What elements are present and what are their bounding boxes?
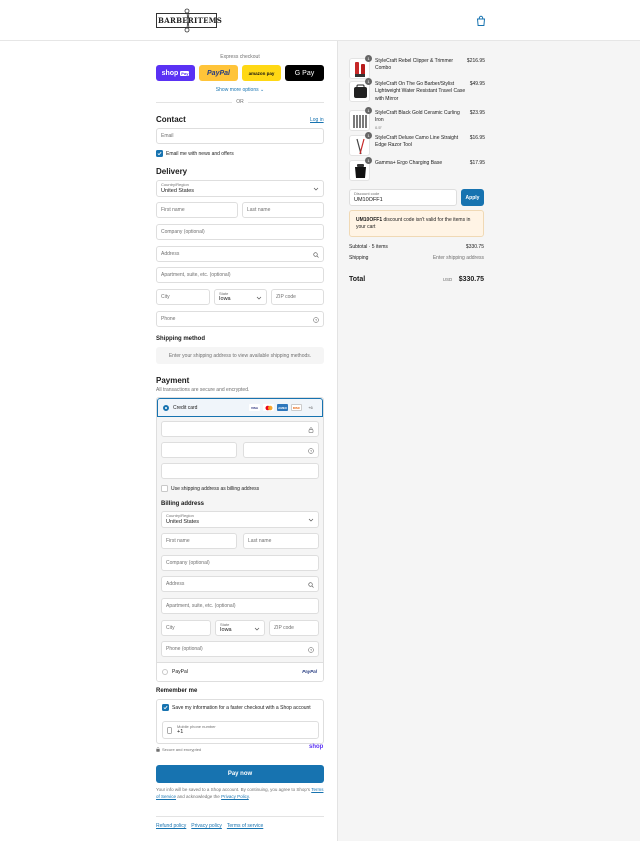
check-icon [163,705,168,710]
mobile-phone-icon [167,727,172,734]
chevron-down-icon [254,626,260,632]
help-icon[interactable] [308,448,314,454]
use-shipping-checkbox[interactable] [161,485,168,492]
order-item [349,110,485,132]
product-price: $16.95 [469,135,485,141]
paypal-logo: PayPal [302,669,317,674]
order-item [349,58,485,80]
help-icon[interactable] [308,647,314,653]
order-item [349,160,485,182]
billing-last-name-field[interactable]: Last name [243,533,319,549]
shipping-method-note: Enter your shipping address to view available shipping methods. [156,347,324,364]
product-name: StyleCraft On The Go Barber/Stylist Lightweight Water Resistant Travel Case with Mirror [375,81,466,102]
help-icon[interactable] [313,317,319,323]
footer-links [156,816,324,829]
billing-heading: Billing address [161,501,205,507]
billing-apartment-field[interactable]: Apartment, suite, etc. (optional) [161,598,319,614]
shipping-method-heading: Shipping method [156,336,205,342]
quantity-badge: 1 [365,78,372,85]
paypal-button[interactable]: PayPal [199,65,238,81]
chevron-down-icon [313,186,319,192]
payment-heading: Payment [156,376,190,385]
privacy-policy-link[interactable]: Privacy Policy [221,793,249,799]
paypal-label: PayPal [172,669,188,675]
amazon-pay-button[interactable]: amazon pay [242,65,281,81]
discount-code-field[interactable]: Discount code UM10OFF1 [349,189,457,206]
lock-icon [156,747,160,752]
privacy-policy-footer-link[interactable]: Privacy policy [191,823,222,829]
billing-state-select[interactable]: State Iowa [215,620,265,636]
security-code-field[interactable] [243,442,319,458]
paypal-radio[interactable] [162,669,168,675]
company-field[interactable]: Company (optional) [156,224,324,240]
lock-icon [308,427,314,433]
use-shipping-label: Use shipping address as billing address [171,486,260,492]
pay-now-button[interactable]: Pay now [156,765,324,783]
refund-policy-link[interactable]: Refund policy [156,823,187,829]
or-divider: OR [156,98,324,106]
discount-warning: UM10OFF1 discount code isn't valid for the items in your cart [349,210,484,237]
visa-icon: VISA [250,405,258,410]
billing-phone-field[interactable]: Phone (optional) ? [161,641,319,657]
billing-address-field[interactable]: Address [161,576,319,592]
card-number-field[interactable] [161,421,319,437]
show-more-options-link[interactable]: Show more options ⌄ [215,87,265,93]
credit-card-radio[interactable] [163,405,169,411]
remember-me-heading: Remember me [156,688,198,694]
store-logo[interactable] [156,8,223,33]
currency-code: USD [442,277,453,282]
total-amount: $330.75 [458,276,484,283]
product-name: Gamma+ Ergo Charging Base [375,160,443,166]
quantity-badge: 1 [365,107,372,114]
terms-of-service-link[interactable]: Terms of Service [156,787,324,799]
billing-city-field[interactable]: City [161,620,211,636]
expiration-field[interactable] [161,442,237,458]
mastercard-icon [263,404,274,411]
product-price: $17.95 [469,160,485,166]
billing-company-field[interactable]: Company (optional) [161,555,319,571]
check-icon [157,151,162,156]
order-item [349,81,485,105]
state-select[interactable]: State Iowa [214,289,267,305]
express-checkout-label: Express checkout [220,54,260,60]
header [0,0,640,41]
billing-zip-field[interactable]: ZIP code [269,620,319,636]
credit-card-option[interactable] [157,398,323,417]
shop-pay-button[interactable]: shop Pay [156,65,195,81]
product-price: $216.95 [466,58,485,64]
mobile-phone-field[interactable]: Mobile phone number +1 [162,721,319,739]
name-on-card-field[interactable] [161,463,319,479]
save-info-label: Save my information for a faster checkout with a Shop account [172,705,311,711]
secure-encrypted-label: Secure and encrypted [162,747,202,752]
order-item [349,135,485,157]
quantity-badge: 1 [365,157,372,164]
quantity-badge: 1 [365,132,372,139]
first-name-field[interactable]: First name [156,202,238,218]
credit-card-form [157,417,323,662]
credit-card-label: Credit card [173,405,198,411]
chevron-down-icon [256,295,262,301]
payment-methods [156,397,324,682]
product-name: StyleCraft Deluxe Camo Line Straight Edge Razor Tool [375,135,459,149]
legal-text: Your info will be saved to a Shop account. By continuing, you agree to Shop's Terms of Service and acknowledge the Privacy Policy. [156,787,324,799]
svg-text:?: ? [309,449,313,454]
product-price: $23.95 [469,110,485,116]
subtotal-row: Subtotal · 5 items $330.75 [349,244,484,250]
phone-field[interactable]: Phone ? [156,311,324,327]
billing-first-name-field[interactable]: First name [161,533,237,549]
product-name: StyleCraft Rebel Clipper & Trimmer Combo [375,58,454,72]
last-name-field[interactable]: Last name [242,202,324,218]
product-name: StyleCraft Black Gold Ceramic Curling Iron 0.5" [375,110,469,130]
apply-discount-button[interactable]: Apply [461,189,484,206]
paypal-option[interactable] [157,662,323,681]
remember-me-box [156,699,324,744]
quantity-badge: 1 [365,55,372,62]
address-field[interactable]: Address [156,246,324,262]
billing-country-select[interactable]: Country/Region United States [161,511,319,528]
discover-icon: DISC [292,405,301,410]
chevron-down-icon [308,517,314,523]
save-info-checkbox[interactable] [162,704,169,711]
contact-heading: Contact [156,115,186,124]
delivery-heading: Delivery [156,167,188,176]
login-link[interactable]: Log in [310,117,324,123]
newsletter-label: Email me with news and offers [166,151,234,157]
total-row: Total USD $330.75 [349,276,484,283]
amex-icon: AMEX [278,405,287,410]
svg-text:?: ? [314,318,318,323]
product-price: $49.95 [469,81,485,87]
search-icon [308,582,314,588]
logo-text-right: ITEMS [194,16,223,25]
shipping-row: Shipping Enter shipping address [349,255,484,261]
city-field[interactable]: City [156,289,210,305]
product-variant: 0.5" [375,124,382,130]
zip-field[interactable]: ZIP code [271,289,324,305]
email-field[interactable]: Email [156,128,324,144]
apartment-field[interactable]: Apartment, suite, etc. (optional) [156,267,324,283]
google-pay-button[interactable]: G Pay [285,65,324,81]
terms-of-service-footer-link[interactable]: Terms of service [226,823,264,829]
payment-subtitle: All transactions are secure and encrypted. [156,387,250,393]
bag-icon[interactable] [475,14,487,26]
svg-text:?: ? [309,648,313,653]
country-select[interactable]: Country/Region United States [156,180,324,197]
logo-text-left: BARBER [158,16,195,25]
newsletter-checkbox[interactable] [156,150,163,157]
more-cards-label: +6 [308,405,313,410]
shop-logo: shop [309,744,324,750]
search-icon [313,252,319,258]
